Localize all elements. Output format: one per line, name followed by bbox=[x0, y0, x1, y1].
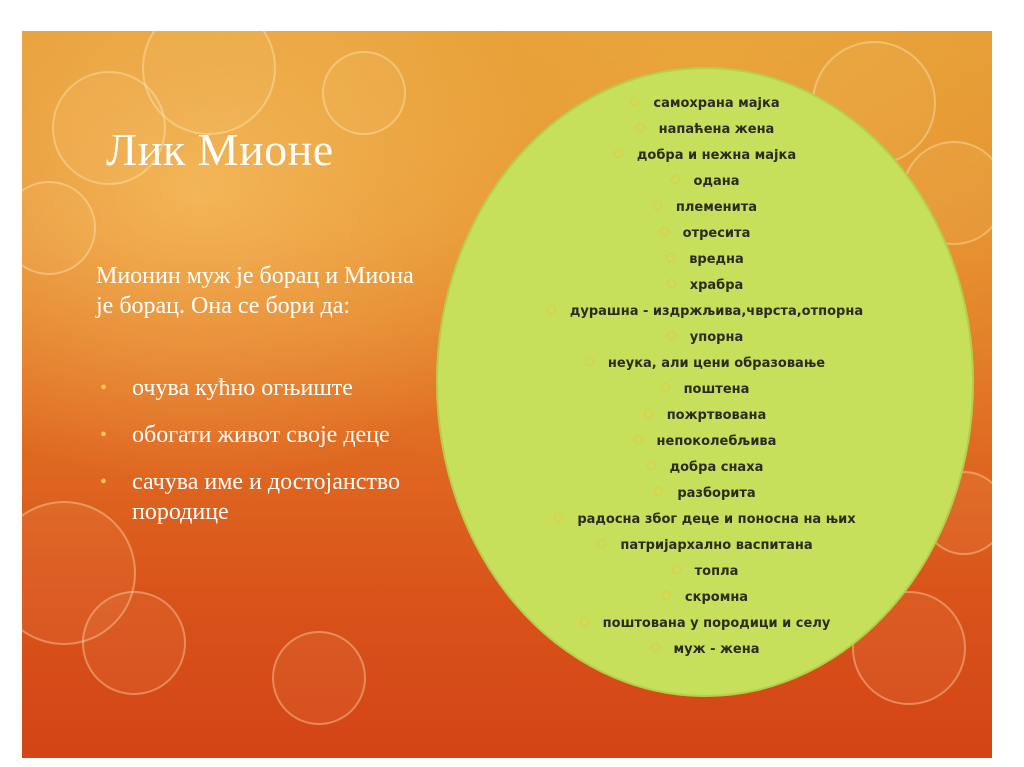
trait-item bbox=[436, 637, 974, 663]
ring-bullet-icon bbox=[630, 97, 639, 106]
ring-bullet-icon bbox=[651, 643, 660, 652]
trait-text: дурашна - издржљива,чврста,отпорна bbox=[569, 304, 864, 319]
bokeh-circle bbox=[22, 181, 96, 275]
trait-text: патријархално васпитана bbox=[620, 538, 813, 553]
ring-bullet-icon bbox=[634, 435, 643, 444]
trait-item bbox=[436, 325, 974, 351]
goal-item bbox=[96, 467, 436, 527]
trait-text: добра снаха bbox=[669, 460, 764, 475]
trait-text: поштена bbox=[683, 382, 750, 397]
ring-bullet-icon bbox=[644, 409, 653, 418]
ring-bullet-icon bbox=[661, 383, 670, 392]
ring-bullet-icon bbox=[666, 253, 675, 262]
trait-item bbox=[436, 377, 974, 403]
goal-item-text: обогати живот своје деце bbox=[132, 422, 390, 448]
trait-text: топла bbox=[694, 564, 739, 579]
trait-text: поштована у породици и селу bbox=[602, 616, 831, 631]
ring-bullet-icon bbox=[647, 461, 656, 470]
trait-item bbox=[436, 559, 974, 585]
ring-bullet-icon bbox=[667, 279, 676, 288]
trait-text: непоколебљива bbox=[656, 434, 777, 449]
trait-item bbox=[436, 507, 974, 533]
presentation-slide bbox=[22, 31, 992, 758]
trait-text: радосна због деце и поносна на њих bbox=[577, 512, 856, 527]
goal-item bbox=[96, 373, 436, 403]
bullet-dot-icon: • bbox=[100, 424, 108, 446]
trait-item bbox=[436, 299, 974, 325]
trait-item bbox=[436, 195, 974, 221]
bokeh-circle bbox=[322, 51, 406, 135]
ring-bullet-icon bbox=[667, 331, 676, 340]
goal-item bbox=[96, 420, 436, 450]
trait-item bbox=[436, 429, 974, 455]
ring-bullet-icon bbox=[636, 123, 645, 132]
trait-text: муж - жена bbox=[673, 642, 760, 657]
trait-list bbox=[436, 91, 974, 663]
trait-item bbox=[436, 351, 974, 377]
trait-text: пожртвована bbox=[666, 408, 767, 423]
trait-item bbox=[436, 481, 974, 507]
ring-bullet-icon bbox=[585, 357, 594, 366]
trait-item bbox=[436, 611, 974, 637]
ring-bullet-icon bbox=[547, 305, 556, 314]
goal-item-text: сачува име и достојанство породице bbox=[132, 469, 401, 525]
trait-text: неука, али цени образовање bbox=[607, 356, 826, 371]
ring-bullet-icon bbox=[554, 513, 563, 522]
trait-text: племенита bbox=[675, 200, 758, 215]
bullet-dot-icon: • bbox=[100, 471, 108, 493]
bokeh-circle bbox=[82, 591, 186, 695]
trait-text: отресита bbox=[682, 226, 751, 241]
goal-item-text: очува кућно огњиште bbox=[132, 375, 353, 401]
trait-item bbox=[436, 117, 974, 143]
ring-bullet-icon bbox=[662, 591, 671, 600]
trait-item bbox=[436, 221, 974, 247]
ring-bullet-icon bbox=[660, 227, 669, 236]
trait-text: вредна bbox=[689, 252, 744, 267]
trait-item bbox=[436, 455, 974, 481]
ring-bullet-icon bbox=[614, 149, 623, 158]
goal-list bbox=[96, 373, 436, 544]
trait-item bbox=[436, 143, 974, 169]
trait-text: напаћена жена bbox=[658, 122, 775, 137]
trait-item bbox=[436, 169, 974, 195]
ring-bullet-icon bbox=[671, 175, 680, 184]
trait-text: храбра bbox=[689, 278, 744, 293]
trait-text: упорна bbox=[689, 330, 744, 345]
trait-text: самохрана мајка bbox=[653, 96, 780, 111]
ring-bullet-icon bbox=[654, 487, 663, 496]
trait-item bbox=[436, 247, 974, 273]
intro-text: Мионин муж је борац и Миона је борац. Она се бори да: bbox=[96, 263, 414, 319]
slide-title: Лик Мионе bbox=[106, 124, 334, 175]
trait-text: скромна bbox=[684, 590, 749, 605]
trait-item bbox=[436, 533, 974, 559]
trait-text: разборита bbox=[677, 486, 756, 501]
bokeh-circle bbox=[272, 631, 366, 725]
trait-text: одана bbox=[693, 174, 740, 189]
trait-item bbox=[436, 585, 974, 611]
trait-item bbox=[436, 91, 974, 117]
bullet-dot-icon: • bbox=[100, 377, 108, 399]
trait-item bbox=[436, 403, 974, 429]
ring-bullet-icon bbox=[580, 617, 589, 626]
ring-bullet-icon bbox=[597, 539, 606, 548]
ring-bullet-icon bbox=[653, 201, 662, 210]
ring-bullet-icon bbox=[672, 565, 681, 574]
trait-text: добра и нежна мајка bbox=[636, 148, 797, 163]
trait-item bbox=[436, 273, 974, 299]
